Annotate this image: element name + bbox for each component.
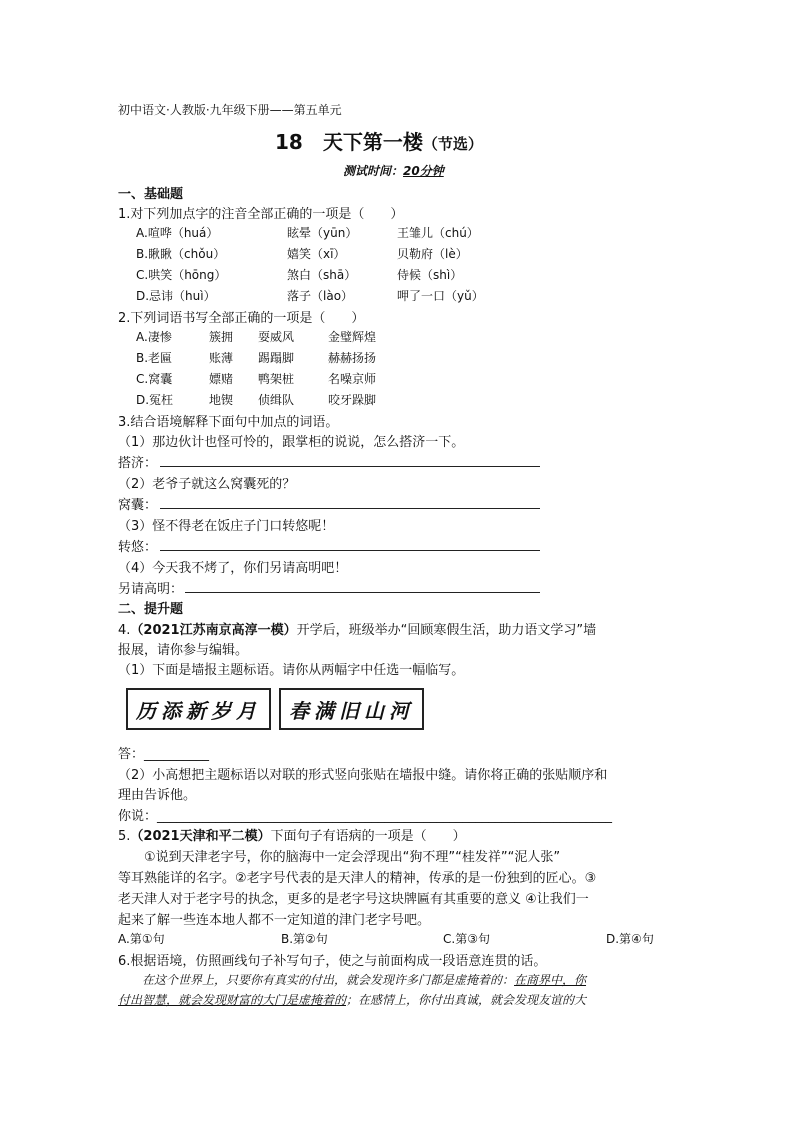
q3-answer-line-2[interactable] xyxy=(160,508,540,509)
time-label: 测试时间： xyxy=(343,164,404,178)
q1-option-c2: 煞白（shā） xyxy=(287,268,357,282)
q1-option-b2: 嬉笑（xī） xyxy=(287,247,346,261)
q6-line2-underlined: 付出智慧，就会发现财富的大门是虚掩着的 xyxy=(118,993,347,1007)
q2-d3: 侦缉队 xyxy=(258,393,295,407)
q2-c2: 嫖赌 xyxy=(209,372,234,386)
q3-label-1: 搭济： xyxy=(118,456,158,471)
q3-label-2: 窝囊： xyxy=(118,498,158,513)
calligraphy-left-text: 历添新岁月 xyxy=(136,698,261,723)
q2-b3: 踢蹋脚 xyxy=(258,351,295,365)
q4-stem-line2: 报展，请你参与编辑。 xyxy=(118,643,249,658)
q5-source: （2021天津和平二模） xyxy=(130,829,271,844)
q2-b2: 账薄 xyxy=(209,351,234,365)
q5-para-line2: 等耳熟能详的名字。②老字号代表的是天津人的精神，传承的是一份独到的匠心。③ xyxy=(118,871,597,886)
course-header: 初中语文·人教版·九年级下册——第五单元 xyxy=(118,103,342,117)
q2-stem: 2.下列词语书写全部正确的一项是（ ） xyxy=(118,311,365,326)
q4-sub1: （1）下面是墙报主题标语。请你从两幅字中任选一幅临写。 xyxy=(118,663,465,678)
q1-option-b1: B.瞅瞅（chǒu） xyxy=(136,247,226,261)
q2-d1: D.冤枉 xyxy=(136,393,174,407)
q6-passage-line2 xyxy=(118,991,586,1008)
q2-c3: 鸭架桩 xyxy=(258,372,295,386)
q3-sentence-1: （1）那边伙计也怪可怜的，跟掌柜的说说，怎么搭济一下。 xyxy=(118,435,465,450)
q1-option-d1: D.忌讳（huì） xyxy=(136,289,216,303)
calligraphy-right xyxy=(279,688,424,730)
calligraphy-right-text: 春满旧山河 xyxy=(289,698,414,723)
q4-answer[interactable]: 答：__________ xyxy=(118,747,210,762)
q6-line1-underlined: 在商界中，你 xyxy=(514,973,587,987)
q6-line1-plain: 在这个世界上，只要你有真实的付出，就会发现许多门都是虚掩着的： xyxy=(118,973,515,987)
q2-c1: C.窝囊 xyxy=(136,372,173,386)
q2-d4: 咬牙跺脚 xyxy=(328,393,377,407)
q1-stem: 1.对下列加点字的注音全部正确的一项是（ ） xyxy=(118,207,404,222)
q2-a4: 金璧辉煌 xyxy=(328,330,377,344)
q1-option-b3: 贝勒府（lè） xyxy=(397,247,468,261)
q5-para-line1: ①说到天津老字号，你的脑海中一定会浮现出“狗不理”“桂发祥”“泥人张” xyxy=(118,850,561,865)
q3-answer-line-3[interactable] xyxy=(160,550,540,551)
q2-a1: A.凄惨 xyxy=(136,330,172,344)
section2-heading: 二、提升题 xyxy=(118,602,184,617)
q4-source: （2021江苏南京高淳一模） xyxy=(130,623,297,638)
q2-a3: 耍威风 xyxy=(258,330,295,344)
q5-para-line4: 起来了解一些连本地人都不一定知道的津门老字号吧。 xyxy=(118,913,431,928)
q3-label-4: 另请高明： xyxy=(118,582,184,597)
q1-option-d3: 呷了一口（yǔ） xyxy=(397,289,484,303)
q3-answer-line-4[interactable] xyxy=(185,592,540,593)
q1-option-a3: 王雏儿（chú） xyxy=(397,226,479,240)
calligraphy-left xyxy=(126,688,271,730)
q4-say[interactable]: 你说：______________________________________________________________________ xyxy=(118,809,613,824)
q6-stem: 6.根据语境，仿照画线句子补写句子，使之与前面构成一段语意连贯的话。 xyxy=(118,954,547,969)
q1-option-a1: A.喧哗（huá） xyxy=(136,226,219,240)
q5-para-line3: 老天津人对于老字号的执念，更多的是老字号这块牌匾有其重要的意义 ④让我们一 xyxy=(118,892,589,907)
q3-sentence-3: （3）怪不得老在饭庄子门口转悠呢！ xyxy=(118,519,335,534)
q3-stem: 3.结合语境解释下面句中加点的词语。 xyxy=(118,415,339,430)
q5-option-a[interactable]: A.第①句 xyxy=(118,932,165,946)
test-time xyxy=(343,162,444,179)
q1-option-d2: 落子（lào） xyxy=(287,289,354,303)
q4-sub2-line2: 理由告诉他。 xyxy=(118,788,197,803)
q2-b4: 赫赫扬扬 xyxy=(328,351,377,365)
q3-sentence-2: （2）老爷子就这么窝囊死的？ xyxy=(118,477,296,492)
q2-d2: 地锲 xyxy=(209,393,234,407)
time-value: 20分钟 xyxy=(403,164,444,178)
q2-c4: 名噪京师 xyxy=(328,372,377,386)
q5-stem xyxy=(118,825,466,844)
q5-number: 5. xyxy=(118,829,131,844)
q5-option-d[interactable]: D.第④句 xyxy=(606,932,654,946)
q1-option-a2: 眩晕（yūn） xyxy=(287,226,358,240)
q4-stem-text: 开学后，班级举办“回顾寒假生活，助力语文学习”墙 xyxy=(296,623,597,638)
q5-option-b[interactable]: B.第②句 xyxy=(281,932,328,946)
q1-option-c3: 侍候（shì） xyxy=(397,268,463,282)
section1-heading: 一、基础题 xyxy=(118,187,184,202)
q5-option-c[interactable]: C.第③句 xyxy=(443,932,490,946)
q3-answer-line-1[interactable] xyxy=(160,466,540,467)
q1-option-c1: C.哄笑（hōng） xyxy=(136,268,227,282)
q2-a2: 簇拥 xyxy=(209,330,234,344)
page-title xyxy=(275,126,483,155)
title-main: 18 天下第一楼 xyxy=(275,130,423,154)
q3-label-3: 转悠： xyxy=(118,540,158,555)
q3-sentence-4: （4）今天我不烤了，你们另请高明吧！ xyxy=(118,561,348,576)
q6-passage-line1 xyxy=(118,971,586,988)
title-sub: （节选） xyxy=(422,135,483,153)
q4-sub2-line1: （2）小高想把主题标语以对联的形式竖向张贴在墙报中缝。请你将正确的张贴顺序和 xyxy=(118,768,608,783)
q2-b1: B.老匾 xyxy=(136,351,173,365)
q6-line2-plain: ；在感情上，你付出真诚，就会发现友谊的大 xyxy=(346,993,587,1007)
q5-stem-text: 下面句子有语病的一项是（ ） xyxy=(270,829,466,844)
q4-stem xyxy=(118,619,596,638)
q4-number: 4. xyxy=(118,623,131,638)
